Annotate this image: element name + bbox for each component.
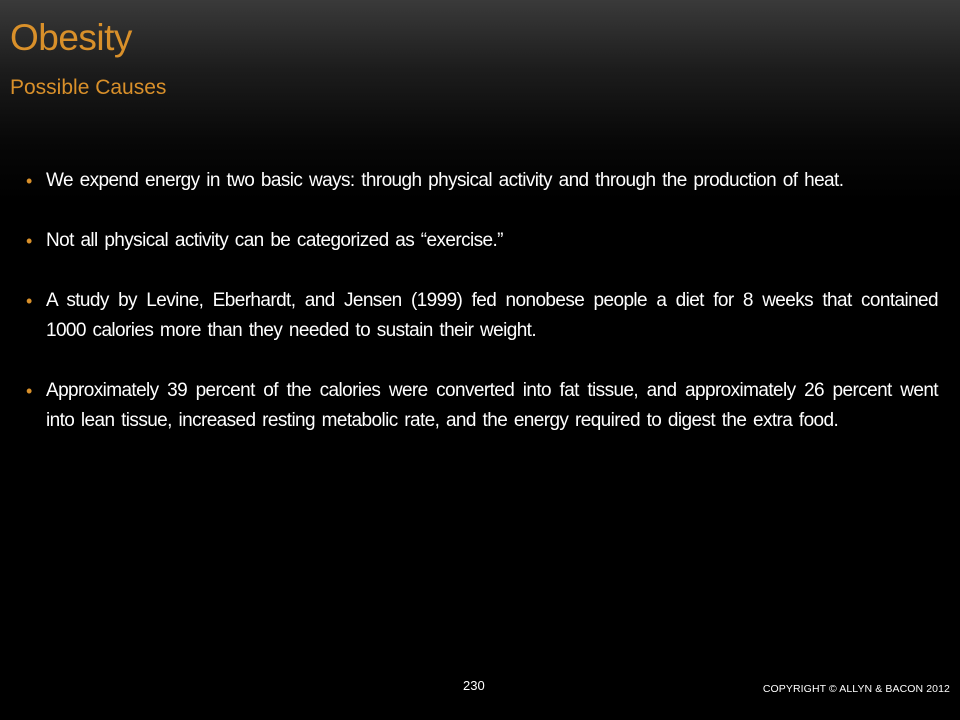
copyright-notice: COPYRIGHT © ALLYN & BACON 2012 [762,683,950,695]
bullet-text: A study by Levine, Eberhardt, and Jensen (1999) fed nonobese people a diet for 8 weeks that contained 1000 calories more than they needed to sustain their weight. [46,290,938,341]
bullet-text: Approximately 39 percent of the calories were converted into fat tissue, and approximately 26 percent went into lean tissue, increased resting metabolic rate, and the energy required to digest the extra food. [46,380,938,431]
bullet-item [26,226,938,256]
bullet-dot-icon: • [26,291,32,311]
bullet-item [26,376,938,436]
bullet-item [26,166,938,196]
bullet-text: Not all physical activity can be categorized as “exercise.” [46,230,503,251]
bullet-item [26,286,938,346]
bullet-list [26,166,938,466]
slide-subtitle: Possible Causes [10,76,167,99]
slide-title: Obesity [10,17,132,58]
bullet-text: We expend energy in two basic ways: through physical activity and through the production of heat. [46,170,844,191]
page-number: 230 [463,678,485,693]
bullet-dot-icon: • [26,171,32,191]
bullet-dot-icon: • [26,231,32,251]
bullet-dot-icon: • [26,381,32,401]
